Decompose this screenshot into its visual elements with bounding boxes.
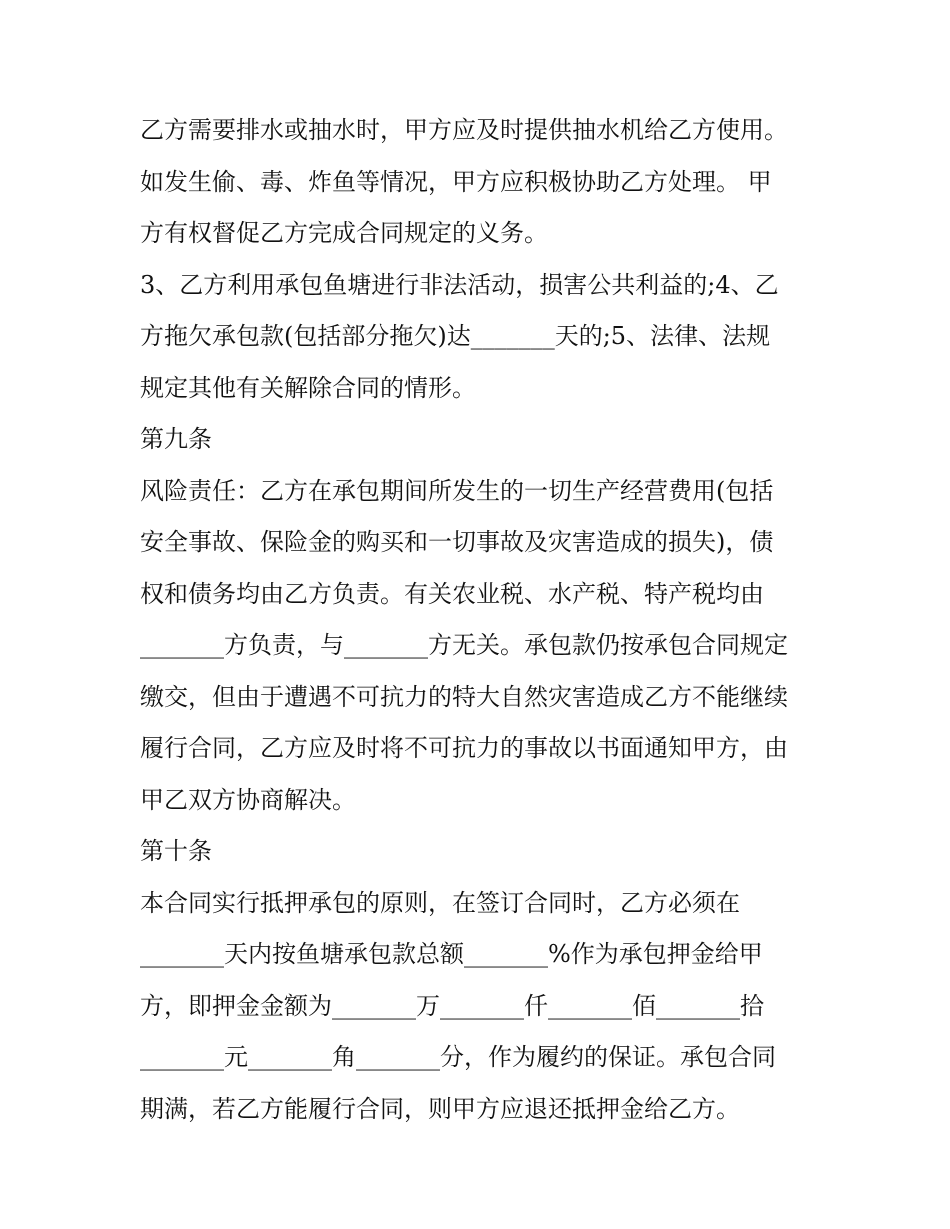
text-line: _______方负责，与_______方无关。承包款仍按承包合同规定 [140, 631, 788, 659]
section-heading-article-10: 第十条 [140, 837, 212, 865]
section-heading-article-9: 第九条 [140, 425, 212, 453]
text-line: 安全事故、保险金的购买和一切事故及灾害造成的损失)，债 [140, 528, 774, 556]
text-line: 缴交，但由于遭遇不可抗力的特大自然灾害造成乙方不能继续 [140, 682, 788, 711]
text-line: _______天内按鱼塘承包款总额_______%作为承包押金给甲 [140, 940, 763, 968]
text-line: 甲乙双方协商解决。 [140, 785, 356, 814]
text-line: 方有权督促乙方完成合同规定的义务。 [140, 219, 548, 247]
contract-text [140, 108, 820, 1138]
text-line: 方，即押金金额为_______万_______仟_______佰_______拾 [140, 991, 764, 1020]
text-line: 如发生偷、毒、炸鱼等情况，甲方应积极协助乙方处理。 甲 [140, 167, 772, 196]
text-line: 乙方需要排水或抽水时，甲方应及时提供抽水机给乙方使用。 [140, 116, 788, 144]
text-line: 期满，若乙方能履行合同，则甲方应退还抵押金给乙方。 [140, 1094, 740, 1123]
text-line: 风险责任：乙方在承包期间所发生的一切生产经营费用(包括 [140, 476, 774, 505]
text-line: 本合同实行抵押承包的原则，在签订合同时，乙方必须在 [140, 888, 740, 917]
text-line: _______元_______角_______分，作为履约的保证。承包合同 [140, 1043, 776, 1071]
text-line: 权和债务均由乙方负责。有关农业税、水产税、特产税均由 [140, 579, 764, 608]
text-line: 方拖欠承包款(包括部分拖欠)达_______天的;5、法律、法规 [140, 322, 771, 350]
text-line: 规定其他有关解除合同的情形。 [140, 373, 476, 402]
text-line: 履行合同，乙方应及时将不可抗力的事故以书面通知甲方，由 [140, 734, 788, 762]
text-line: 3、乙方利用承包鱼塘进行非法活动，损害公共利益的;4、乙 [140, 270, 779, 299]
